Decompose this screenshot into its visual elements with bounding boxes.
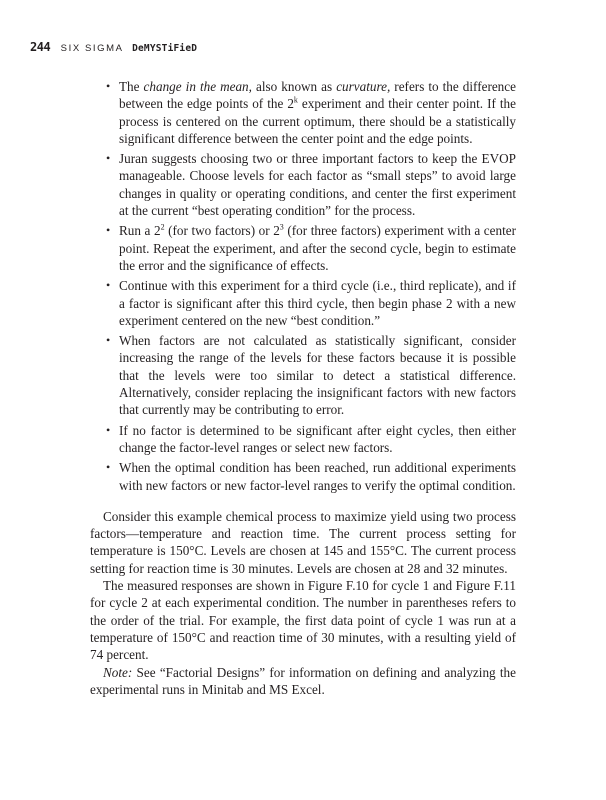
bullet-icon: •	[106, 79, 111, 93]
term-change-in-mean: change in the mean,	[143, 79, 252, 94]
bullet-icon: •	[106, 151, 111, 166]
list-item: • The change in the mean, also known as curvature, refers to the difference between the edge points of the 2$^k$ experiment and their center point. If the process is centered on the current optimum, there should be a statistically significant difference between the center point and the edge points.	[106, 79, 516, 146]
body-paragraph: Consider this example chemical process to maximize yield using two process factors—temperature and reaction time. The current process setting for temperature is 150°C. Levels are chosen at 145 and 155°C. The current process setting for reaction time is 30 minutes. Levels are chosen at 28 and 32 minutes.	[90, 508, 516, 576]
note-paragraph	[90, 664, 516, 699]
bullet-icon: •	[106, 278, 111, 293]
bullet-icon: •	[106, 333, 111, 348]
page-number: 244	[30, 40, 51, 54]
list-item: • Run a $2^2$ (for two factors) or $2^3$ (for three factors) experiment with a center point. Repeat the experiment, and after the second cycle, begin to estimate the error and the significance of effects.	[106, 222, 516, 273]
book-title: SIX SIGMA	[60, 43, 124, 54]
running-header	[30, 38, 197, 56]
note-label: Note:	[103, 664, 133, 680]
term-curvature: curvature,	[336, 79, 391, 94]
page-body	[90, 78, 516, 698]
list-item: • When the optimal condition has been reached, run additional experiments with new factors or new factor-level ranges to verify the optimal condition.	[106, 460, 516, 493]
list-item: • If no factor is determined to be significant after eight cycles, then either change the factor-level ranges or select new factors.	[106, 422, 516, 455]
book-brand: DeMYSTiFieD	[132, 43, 198, 54]
list-item: • Juran suggests choosing two or three important factors to keep the EVOP manageable. Choose levels for each factor as “small steps” to avoid large changes in quality or operating conditions, and center the first experiment at the current “best operating condition” for the process.	[106, 151, 516, 219]
bullet-icon: •	[106, 460, 111, 475]
note-text: See “Factorial Designs” for information on defining and analyzing the experimental runs in Minitab and MS Excel.	[90, 664, 516, 697]
bullet-list	[90, 78, 516, 494]
body-paragraph: The measured responses are shown in Figure F.10 for cycle 1 and Figure F.11 for cycle 2 at each experimental condition. The number in parentheses refers to the order of the trial. For example, the first data point of cycle 1 was run at a temperature of 150°C and reaction time of 30 minutes, with a resulting yield of 74 percent.	[90, 578, 516, 663]
list-item: • When factors are not calculated as statistically significant, consider increasing the range of the levels for these factors because it is possible that the levels were too similar to detect a statistical difference. Alternatively, consider replacing the insignificant factors with new factors that currently may be contributing to error.	[106, 333, 516, 418]
list-item: • Continue with this experiment for a third cycle (i.e., third replicate), and if a factor is significant after this third cycle, then begin phase 2 with a new experiment centered on the new “best condition.”	[106, 278, 516, 328]
bullet-icon: •	[106, 422, 111, 437]
bullet-icon: •	[106, 223, 111, 238]
